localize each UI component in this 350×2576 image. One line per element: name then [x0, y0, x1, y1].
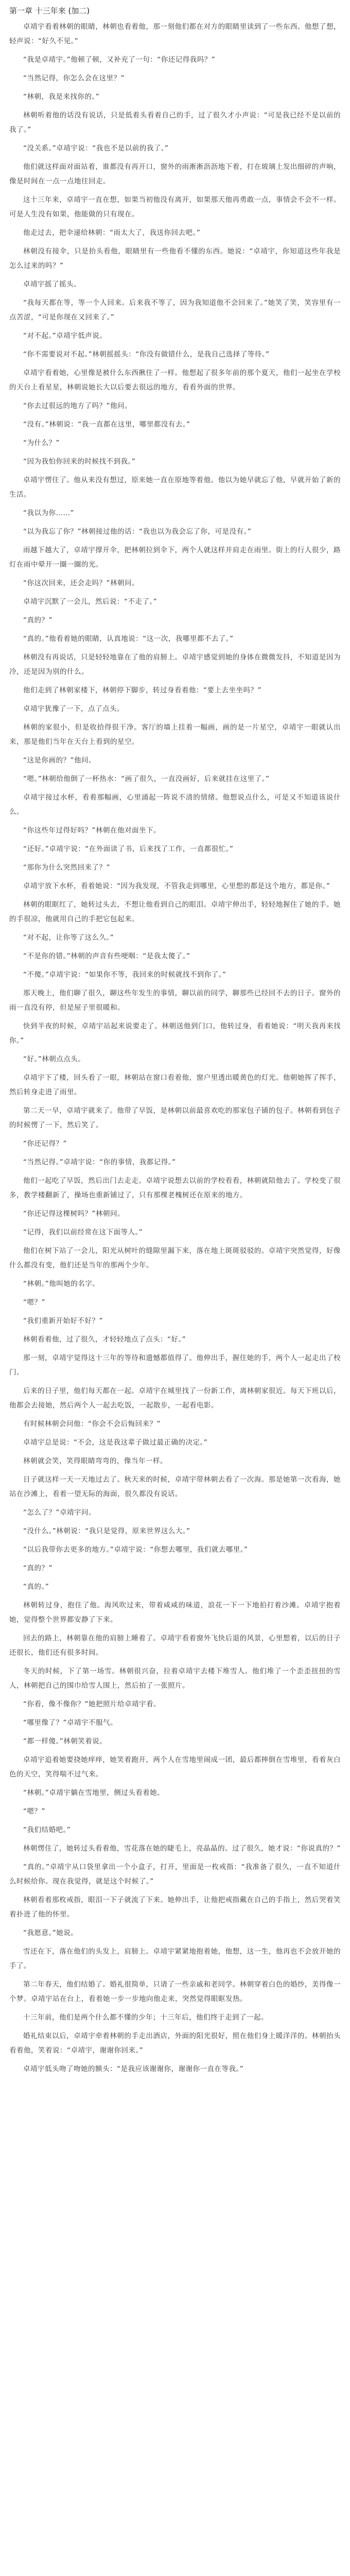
paragraph: “真的？”: [23, 1564, 52, 1572]
paragraph: 这十三年来，卓靖宇一直在想，如果当初他没有离开，如果那天他再勇敢一点，事情会不会不一样。可是人生没有如果，他能做的只有现在。: [9, 196, 341, 218]
paragraph: “那你为什么突然回来了？”: [23, 863, 110, 872]
paragraph: 雪还在下，落在他们的头发上，肩膀上。卓靖宇紧紧地抱着她，他想，这一生，他再也不会放开她的手了。: [9, 1947, 341, 1970]
paragraph: “没什么。”林朝说：“我只是觉得，原来世界这么大。”: [23, 1527, 190, 1535]
paragraph: 卓靖宇看着林朝的眼睛，林朝也看着他，那一刻他们都在对方的眼睛里读到了一些东西。他想了想，轻声说：“好久不见。”: [9, 23, 341, 45]
paragraph: “记得，我们以前经常在这下面等人。”: [23, 1228, 143, 1236]
paragraph: 冬天的时候，下了第一场雪。林朝很兴奋，拉着卓靖宇去楼下堆雪人。他们堆了一个歪歪扭扭的雪人，林朝把自己的围巾给雪人围上，然后拍了一张照片。: [9, 1667, 341, 1690]
paragraph: “你看，像不像你？”她把照片给卓靖宇看。: [23, 1700, 161, 1708]
paragraph: 卓靖宇接过水杯，看着那幅画，心里涌起一阵说不清的情绪。他想说点什么，可是又不知道该说什么。: [9, 793, 341, 816]
paragraph: “真的？”: [23, 616, 52, 624]
paragraph: 雨越下越大了，卓靖宇撑开伞，把林朝拉到伞下，两个人就这样并肩走在雨里。街上的行人很少，路灯在雨中晕开一圈一圈的光。: [9, 546, 341, 569]
paragraph: 那一刻，卓靖宇觉得这十三年的等待和遗憾都值得了。他伸出手，握住她的手，两个人一起走出了校门。: [9, 1354, 341, 1377]
paragraph: “还好。”卓靖宇说：“在外面读了书，后来找了工作，一直都很忙。”: [23, 845, 234, 853]
paragraph: “当然记得，你怎么会在这里？”: [23, 74, 125, 82]
paragraph: 有时候林朝会问他：“你会不会后悔回来？”: [23, 1420, 161, 1428]
paragraph: 卓靖宇低头吻了吻她的额头：“是我应该谢谢你，谢谢你一直在等我。”: [23, 2065, 244, 2073]
paragraph: “好。”林朝点点头。: [23, 1055, 85, 1063]
paragraph: “当然记得。”卓靖宇说：“你的事情，我都记得。”: [23, 1158, 176, 1166]
paragraph: 第二年春天，他们结婚了。婚礼很简单，只请了一些亲戚和老同学。林朝穿着白色的婚纱，美得像一个梦。卓靖宇站在台上，看着她一步一步地向他走来，突然觉得眼眶发热。: [9, 1980, 341, 2003]
paragraph: “这是你画的？”他问。: [23, 756, 96, 765]
paragraph: 林朝就会笑，笑得眼睛弯弯的，像当年一样。: [23, 1457, 167, 1465]
paragraph: 他们一起吃了早饭，然后出门去走走。卓靖宇说想去以前的学校看看，林朝就陪他去了。学校变了很多，教学楼翻新了，操场也重新铺过了，只有那棵老槐树还在原来的地方。: [9, 1177, 341, 1199]
paragraph: “你这些年过得好吗？”林朝在他对面坐下。: [23, 826, 161, 835]
paragraph: 他们在树下站了一会儿，阳光从树叶的缝隙里漏下来，落在地上斑斑驳驳的。卓靖宇突然觉得，好像什么都没有变，他们还是当年的那两个少年。: [9, 1247, 341, 1269]
paragraph: 林朝听着他的话没有说话，只是低着头看着自己的手，过了很久才小声说：“可是我已经不是以前的我了。”: [9, 111, 341, 134]
paragraph: “嗯？”: [23, 1807, 45, 1816]
paragraph: 林朝看着那枚戒指，眼泪一下子就流了下来。她伸出手，让他把戒指戴在自己的手指上，然后哭着笑着扑进了他的怀里。: [9, 1896, 341, 1919]
paragraph: “我们重新开始好不好？”: [23, 1317, 103, 1325]
paragraph: 林朝看着他，过了很久，才轻轻地点了点头：“好。”: [23, 1335, 186, 1344]
paragraph: “你还记得这棵树吗？”林朝问。: [23, 1210, 125, 1218]
paragraph: “你这次回来，还会走吗？”林朝问。: [23, 579, 139, 587]
paragraph: 第二天一早，卓靖宇就来了。他带了早饭，是林朝以前最喜欢吃的那家包子铺的包子。林朝看到包子的时候愣了一下，然后笑了。: [9, 1107, 341, 1129]
paragraph: 卓靖宇犹豫了一下，点了点头。: [23, 705, 124, 713]
paragraph: 林朝转过身，抱住了他。海风吹过来，带着咸咸的味道，浪花一下一下地拍打着沙滩。卓靖宇抱着她，觉得整个世界都安静了下来。: [9, 1601, 341, 1624]
paragraph: 快到半夜的时候，卓靖宇站起来说要走了。林朝送他到门口，他转过身，看着她说：“明天我再来找你。”: [9, 1022, 341, 1045]
paragraph: 卓靖宇下了楼，回头看了一眼，林朝站在窗口看着他，窗户里透出暖黄色的灯光。他朝她挥了挥手，然后转身走进了雨里。: [9, 1074, 341, 1096]
paragraph: “对不起，让你等了这么久。”: [23, 934, 114, 942]
paragraph: “我以为你……”: [23, 509, 74, 517]
paragraph: 回去的路上，林朝靠在他的肩膀上睡着了。卓靖宇看着窗外飞快后退的风景，心里想着，以后的日子还很长，他们还有很多时间。: [9, 1634, 341, 1657]
paragraph: “真的。”他看着她的眼睛，认真地说：“这一次，我哪里都不去了。”: [23, 635, 234, 643]
paragraph: 婚礼结束以后，卓靖宇牵着林朝的手走出酒店，外面的阳光很好，照在他们身上暖洋洋的。林朝抬头看着他，笑着说：“卓靖宇，谢谢你回来。”: [9, 2032, 341, 2055]
paragraph: 日子就这样一天一天地过去了。秋天来的时候，卓靖宇带林朝去看了一次海。那是她第一次看海，她站在沙滩上，看着一望无际的海面，很久都没有说话。: [9, 1476, 341, 1498]
paragraph: 林朝的家很小，但是收拾得很干净。客厅的墙上挂着一幅画，画的是一片星空，卓靖宇一眼就认出来，那是他们当年在天台上看到的星空。: [9, 723, 341, 746]
paragraph: “没有。”林朝说：“我一直都在这里，哪里都没有去。”: [23, 420, 190, 429]
paragraph: 十三年前，他们是两个什么都不懂的少年；十三年后，他们终于走到了一起。: [23, 2013, 268, 2022]
paragraph: “不是你的错。”林朝的声音有些哽咽：“是我太傻了。”: [23, 952, 190, 960]
paragraph: 卓靖宇放下水杯，看着她说：“因为我发现，不管我走到哪里，心里想的都是这个地方，都是你。”: [23, 882, 330, 890]
paragraph: “我每天都在等，等一个人回来。后来我不等了，因为我知道他不会回来了。”她笑了笑，笑容里有一点苦涩，“可是你现在又回来了。”: [9, 299, 341, 321]
paragraph: 卓靖宇看着她，心里像是被什么东西揪住了一样。他想起了很多年前的那个夏天，他们一起坐在学校的天台上看星星，林朝说她长大以后要去很远的地方，看看外面的世界。: [9, 369, 341, 392]
paragraph: 卓靖宇总是说：“不会，这是我这辈子做过最正确的决定。”: [23, 1438, 208, 1447]
paragraph: 他们走到了林朝家楼下，林朝停下脚步，转过身看着他：“要上去坐坐吗？”: [23, 686, 261, 694]
paragraph: “真的。”: [23, 1583, 49, 1591]
paragraph: 卓靖宇追着她要挠她痒痒，她笑着跑开，两个人在雪地里闹成一团，最后都摔倒在雪堆里，看着灰白色的天空，笑得喘不过气来。: [9, 1756, 341, 1778]
paragraph: “因为我怕你回来的时候找不到我。”: [23, 457, 136, 466]
paragraph: 林朝没有再说话，只是轻轻地靠在了他的肩膀上。卓靖宇感觉到她的身体在微微发抖，不知道是因为冷，还是因为别的什么。: [9, 653, 341, 676]
paragraph: “都一样傻。”林朝笑着说。: [23, 1737, 107, 1745]
paragraph: 卓靖宇沉默了一会儿，然后说：“不走了。”: [23, 598, 157, 606]
paragraph: “真的。”卓靖宇从口袋里拿出一个小盒子，打开，里面是一枚戒指：“我准备了很久，一直不知道什么时候给你。现在我觉得，就是这个时候了。”: [9, 1863, 341, 1886]
paragraph: “你还记得？”: [23, 1140, 67, 1148]
paragraph: “我是卓靖宇。”他顿了顿，又补充了一句：“你还记得我吗？”: [23, 56, 216, 64]
paragraph: 卓靖宇摇了摇头。: [23, 280, 81, 289]
paragraph: “你去过很远的地方了吗？”他问。: [23, 402, 132, 410]
paragraph: “怎么了？”卓靖宇问。: [23, 1509, 96, 1517]
paragraph: “嗯。”林朝给他倒了一杯热水：“画了很久，一直没画好，后来就挂在这里了。”: [23, 775, 270, 783]
paragraph: “林朝。”卓靖宇躺在雪地里，侧过头看着她。: [23, 1789, 165, 1797]
paragraph: “我愿意。”她说。: [23, 1929, 78, 1937]
paragraph: 那天晚上，他们聊了很久，聊这些年发生的事情，聊以前的同学，聊那些已经回不去的日子。窗外的雨一直没有停，但是屋子里很暖和。: [9, 989, 341, 1012]
paragraph: “哪里像了？”卓靖宇不服气。: [23, 1719, 117, 1727]
paragraph: “为什么？”: [23, 439, 60, 447]
paragraph: “对不起。”卓靖宇低声说。: [23, 332, 107, 340]
paragraph: “我们结婚吧。”: [23, 1826, 71, 1834]
chapter-title: 第一章 十三年来 (加二): [9, 6, 90, 15]
paragraph: 后来的日子里，他们每天都在一起。卓靖宇在城里找了一份新工作，离林朝家很近。每天下班以后，他都会去接她，然后两个人一起去吃饭，一起散步，一起看电影。: [9, 1387, 341, 1410]
paragraph: 卓靖宇愣住了。他从来没有想过，原来她一直在原地等着他。他以为她早就忘了他，早就开始了新的生活。: [9, 476, 341, 499]
paragraph: 林朝没有接伞，只是抬头看他，眼睛里有一些他看不懂的东西。她说：“卓靖宇，你知道这些年我是怎么过来的吗？”: [9, 247, 341, 270]
paragraph: 他们就这样面对面站着，谁都没有再开口，窗外的雨淅淅沥沥地下着，打在玻璃上发出细碎的声响，像是时间在一点一点地往回走。: [9, 163, 341, 185]
paragraph: “以后我带你去更多的地方。”卓靖宇说：“你想去哪里，我们就去哪里。”: [23, 1546, 248, 1554]
paragraph: “你不需要说对不起。”林朝摇摇头：“你没有做错什么，是我自己选择了等待。”: [23, 350, 270, 359]
paragraph: “没关系。”卓靖宇说：“我也不是以前的我了。”: [23, 144, 169, 152]
paragraph: 林朝愣住了，她转过头看着他，雪花落在她的睫毛上，亮晶晶的。过了很久，她才说：“你说真的？”: [23, 1844, 341, 1853]
paragraph: “嗯？”: [23, 1298, 45, 1307]
paragraph: “林朝，我是来找你的。”: [23, 93, 100, 101]
chapter-body: [9, 20, 341, 2076]
paragraph: “林朝。”他叫她的名字。: [23, 1280, 100, 1288]
paragraph: “不傻。”卓靖宇说：“如果你不等，我回来的时候就找不到你了。”: [23, 971, 226, 979]
paragraph: 林朝的眼眶红了，她转过头去，不想让他看到自己的眼泪。卓靖宇伸出手，轻轻地握住了她的手。她的手很凉，他就用自己的手把它包起来。: [9, 901, 341, 923]
paragraph: 他走过去，把伞递给林朝：“雨太大了，我送你回去吧。”: [23, 229, 201, 237]
paragraph: “以为我忘了你？”林朝接过他的话：“我也以为我会忘了你，可是没有。”: [23, 528, 252, 536]
